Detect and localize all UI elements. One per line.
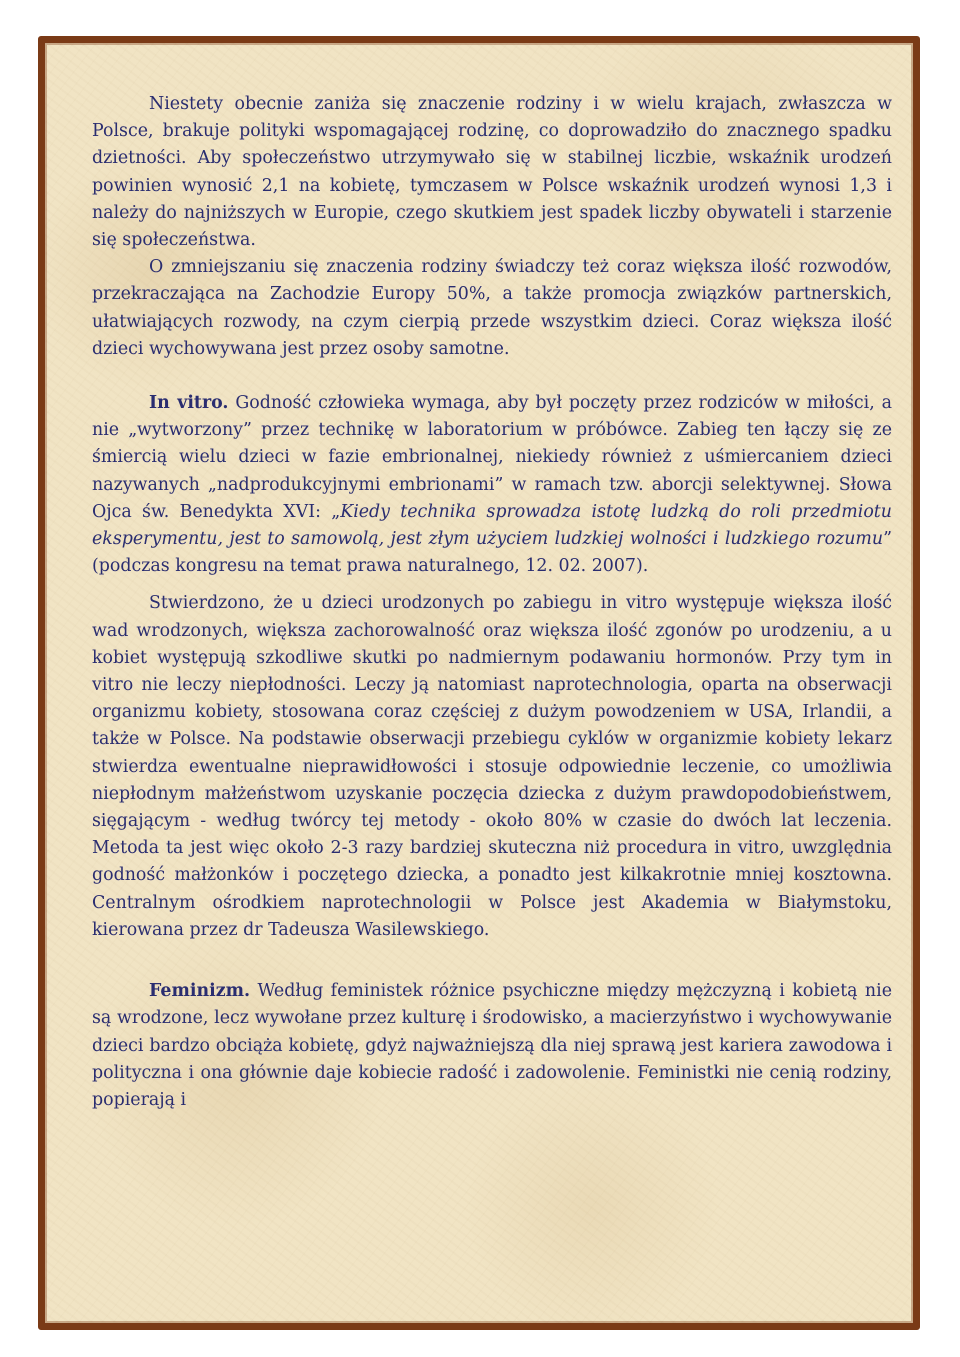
in-vitro-text: Godność człowieka wymaga, aby był poczęty przez rodziców w miłości, a nie „wytworzony” przez technikę w laboratorium w próbówce. Zabieg ten łączy się ze śmiercią wielu dzieci w fazie embrionalnej, niekiedy również z uśmiercaniem dzieci nazywanych „nadprodukcyjnymi embrionami” w ramach tzw. aborcji selektywnej. Słowa Ojca św. Benedykta XVI: „ xyxy=(92,393,892,522)
paragraph-in-vitro xyxy=(92,390,892,580)
benedict-quote: Kiedy technika sprowadza istotę ludzką do roli przedmiotu eksperymentu, jest to samowolą, jest złym użyciem ludzkiej wolności i ludzkiego rozumu xyxy=(92,501,892,550)
paragraph-gap xyxy=(92,363,892,390)
paragraph-birth-rate: Niestety obecnie zaniża się znaczenie rodziny i w wielu krajach, zwłaszcza w Polsce, brakuje polityki wspomagającej rodzinę, co doprowadziło do znacznego spadku dzietności. Aby społeczeństwo utrzymywało się w stabilnej liczbie, wskaźnik urodzeń powinien wynosić 2,1 na kobietę, tymczasem w Polsce wskaźnik urodzeń wynosi 1,3 i należy do najniższych w Europie, czego skutkiem jest spadek liczby obywateli i starzenie się społeczeństwa. xyxy=(92,94,892,251)
paragraph-gap xyxy=(92,580,892,590)
section-heading-feminism: Feminizm. xyxy=(149,981,251,1002)
paragraph-feminism xyxy=(92,978,892,1114)
section-heading-in-vitro: In vitro. xyxy=(149,393,229,414)
paragraph-divorces: O zmniejszaniu się znaczenia rodziny świadczy też coraz większa ilość rozwodów, przekraczająca na Zachodzie Europy 50%, a także promocja związków partnerskich, ułatwiających rozwody, na czym cierpią przede wszystkim dzieci. Coraz większa ilość dzieci wychowywana jest przez osoby samotne. xyxy=(92,257,892,359)
paragraph-gap xyxy=(92,944,892,978)
document-body xyxy=(92,91,892,1114)
in-vitro-citation: ” (podczas kongresu na temat prawa naturalnego, 12. 02. 2007). xyxy=(92,529,892,577)
feminism-text: Według feministek różnice psychiczne między mężczyzną i kobietą nie są wrodzone, lecz wywołane przez kulturę i środowisko, a macierzyństwo i wychowywanie dzieci bardzo obciąża kobietę, gdyż najważniejszą dla niej sprawą jest kariera zawodowa i polityczna i ona głównie daje kobiecie radość i zadowolenie. Feministki nie cenią rodziny, popierają i xyxy=(92,981,892,1110)
paragraph-naprotechnology: Stwierdzono, że u dzieci urodzonych po zabiegu in vitro występuje większa ilość wad wrodzonych, większa zachorowalność oraz większa ilość zgonów po urodzeniu, a u kobiet występują szkodliwe skutki po nadmiernym podawaniu hormonów. Przy tym in vitro nie leczy niepłodności. Leczy ją natomiast naprotechnologia, oparta na obserwacji organizmu kobiety, stosowana coraz częściej z dużym powodzeniem w USA, Irlandii, a także w Polsce. Na podstawie obserwacji przebiegu cyklów w organizmie kobiety lekarz stwierdza ewentualne nieprawidłowości i stosuje odpowiednie leczenie, co umożliwia niepłodnym małżeństwom uzyskanie poczęcia dziecka z dużym prawdopodobieństwem, sięgającym - według twórcy tej metody - około 80% w czasie do dwóch lat leczenia. Metoda ta jest więc około 2-3 razy bardziej skuteczna niż procedura in vitro, uwzględnia godność małżonków i poczętego dziecka, a ponadto jest kilkakrotnie mniej kosztowna. Centralnym ośrodkiem naprotechnologii w Polsce jest Akademia w Białymstoku, kierowana przez dr Tadeusza Wasilewskiego. xyxy=(92,593,892,940)
